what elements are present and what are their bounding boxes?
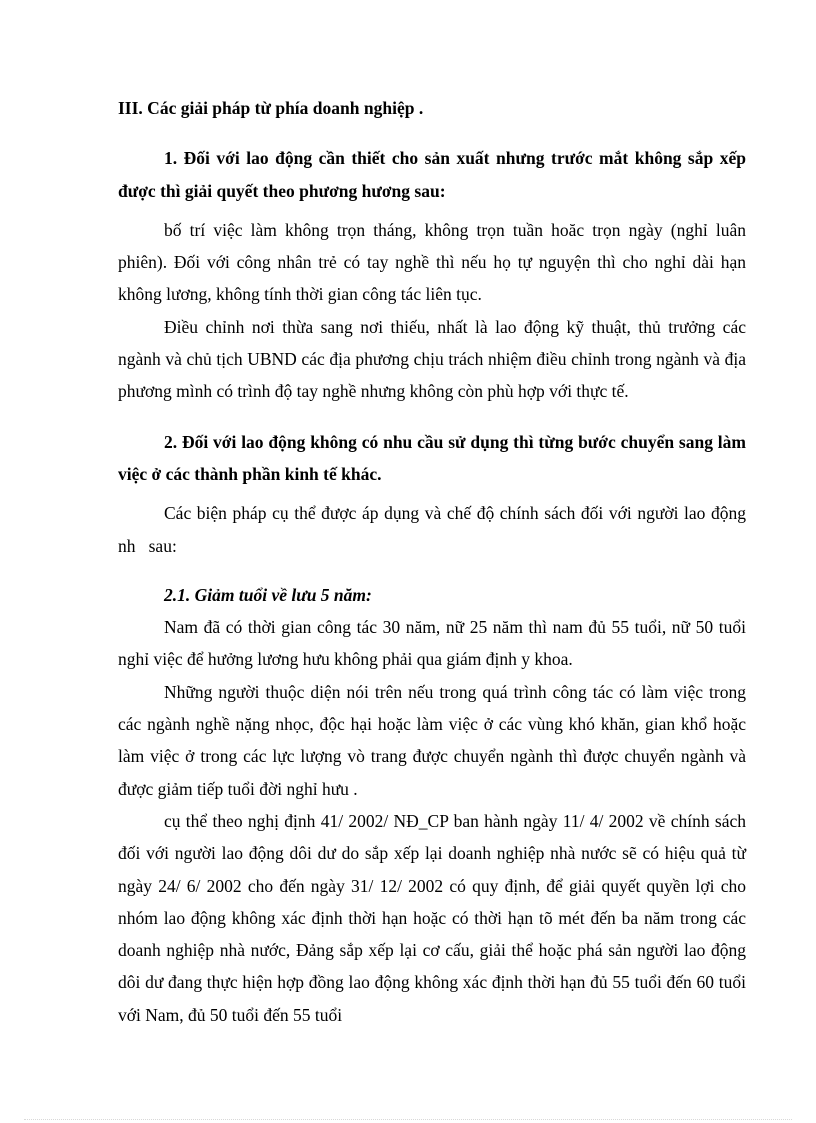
section-heading: III. Các giải pháp từ phía doanh nghiệp . <box>118 98 424 118</box>
paragraph: Nam đã có thời gian công tác 30 năm, nữ 25 năm thì nam đủ 55 tuổi, nữ 50 tuổi nghỉ việc để hưởng lương hưu không phải qua giám định y khoa. <box>118 617 746 670</box>
subsection-2-title: 2. Đối với lao động không có nhu cầu sử dụng thì từng bước chuyển sang làm việc ở các thành phần kinh tế khác. <box>118 431 746 484</box>
paragraph: cụ thể theo nghị định 41/ 2002/ NĐ_CP ban hành ngày 11/ 4/ 2002 về chính sách đối với người lao động dôi dư do sắp xếp lại doanh nghiệp nhà nước sẽ có hiệu quả từ ngày 24/ 6/ 2002 cho đến ngày 31/ 12/ 2002 có quy định, để giải quyết quyền lợi cho nhóm lao động không xác định thời hạn hoặc có thời hạn tõ mét đến ba năm trong các doanh nghiệp nhà nước, Đảng sắp xếp lại cơ cấu, giải thể hoặc phá sản người lao động dôi dư đang thực hiện hợp đồng lao động không xác định thời hạn đủ 55 tuổi đến 60 tuổi với Nam, đủ 50 tuổi đến 55 tuổi <box>118 810 746 1025</box>
subsection-1-title: 1. Đối với lao động cần thiết cho sản xuất nhưng trước mắt không sắp xếp được thì giải quyết theo phương hương sau: <box>118 148 746 201</box>
document-body <box>118 92 751 1031</box>
paragraph: Điều chỉnh nơi thừa sang nơi thiếu, nhất là lao động kỹ thuật, thủ trưởng các ngành và chủ tịch UBND các địa phương chịu trách nhiệm điều chỉnh trong ngành và địa phương mình có trình độ tay nghề nhưng không còn phù hợp với thực tế. <box>118 316 746 402</box>
page-bottom-divider <box>24 1119 792 1120</box>
paragraph: Các biện pháp cụ thể được áp dụng và chế độ chính sách đối với người lao động nh sau: <box>118 503 751 556</box>
paragraph: Những người thuộc diện nói trên nếu trong quá trình công tác có làm việc trong các ngành nghề nặng nhọc, độc hại hoặc làm việc ở các vùng khó khăn, gian khổ hoặc làm việc ở trong các lực lượng vò trang được chuyển ngành thì được chuyển ngành và được giảm tiếp tuổi đời nghỉ hưu . <box>118 681 746 799</box>
paragraph: bố trí việc làm không trọn tháng, không trọn tuần hoăc trọn ngày (nghỉ luân phiên). Đối với công nhân trẻ có tay nghề thì nếu họ tự nguyện thì cho nghỉ dài hạn không lương, không tính thời gian công tác liên tục. <box>118 219 746 305</box>
subsection-2-1-title: 2.1. Giảm tuổi về lưu 5 năm: <box>164 584 372 605</box>
